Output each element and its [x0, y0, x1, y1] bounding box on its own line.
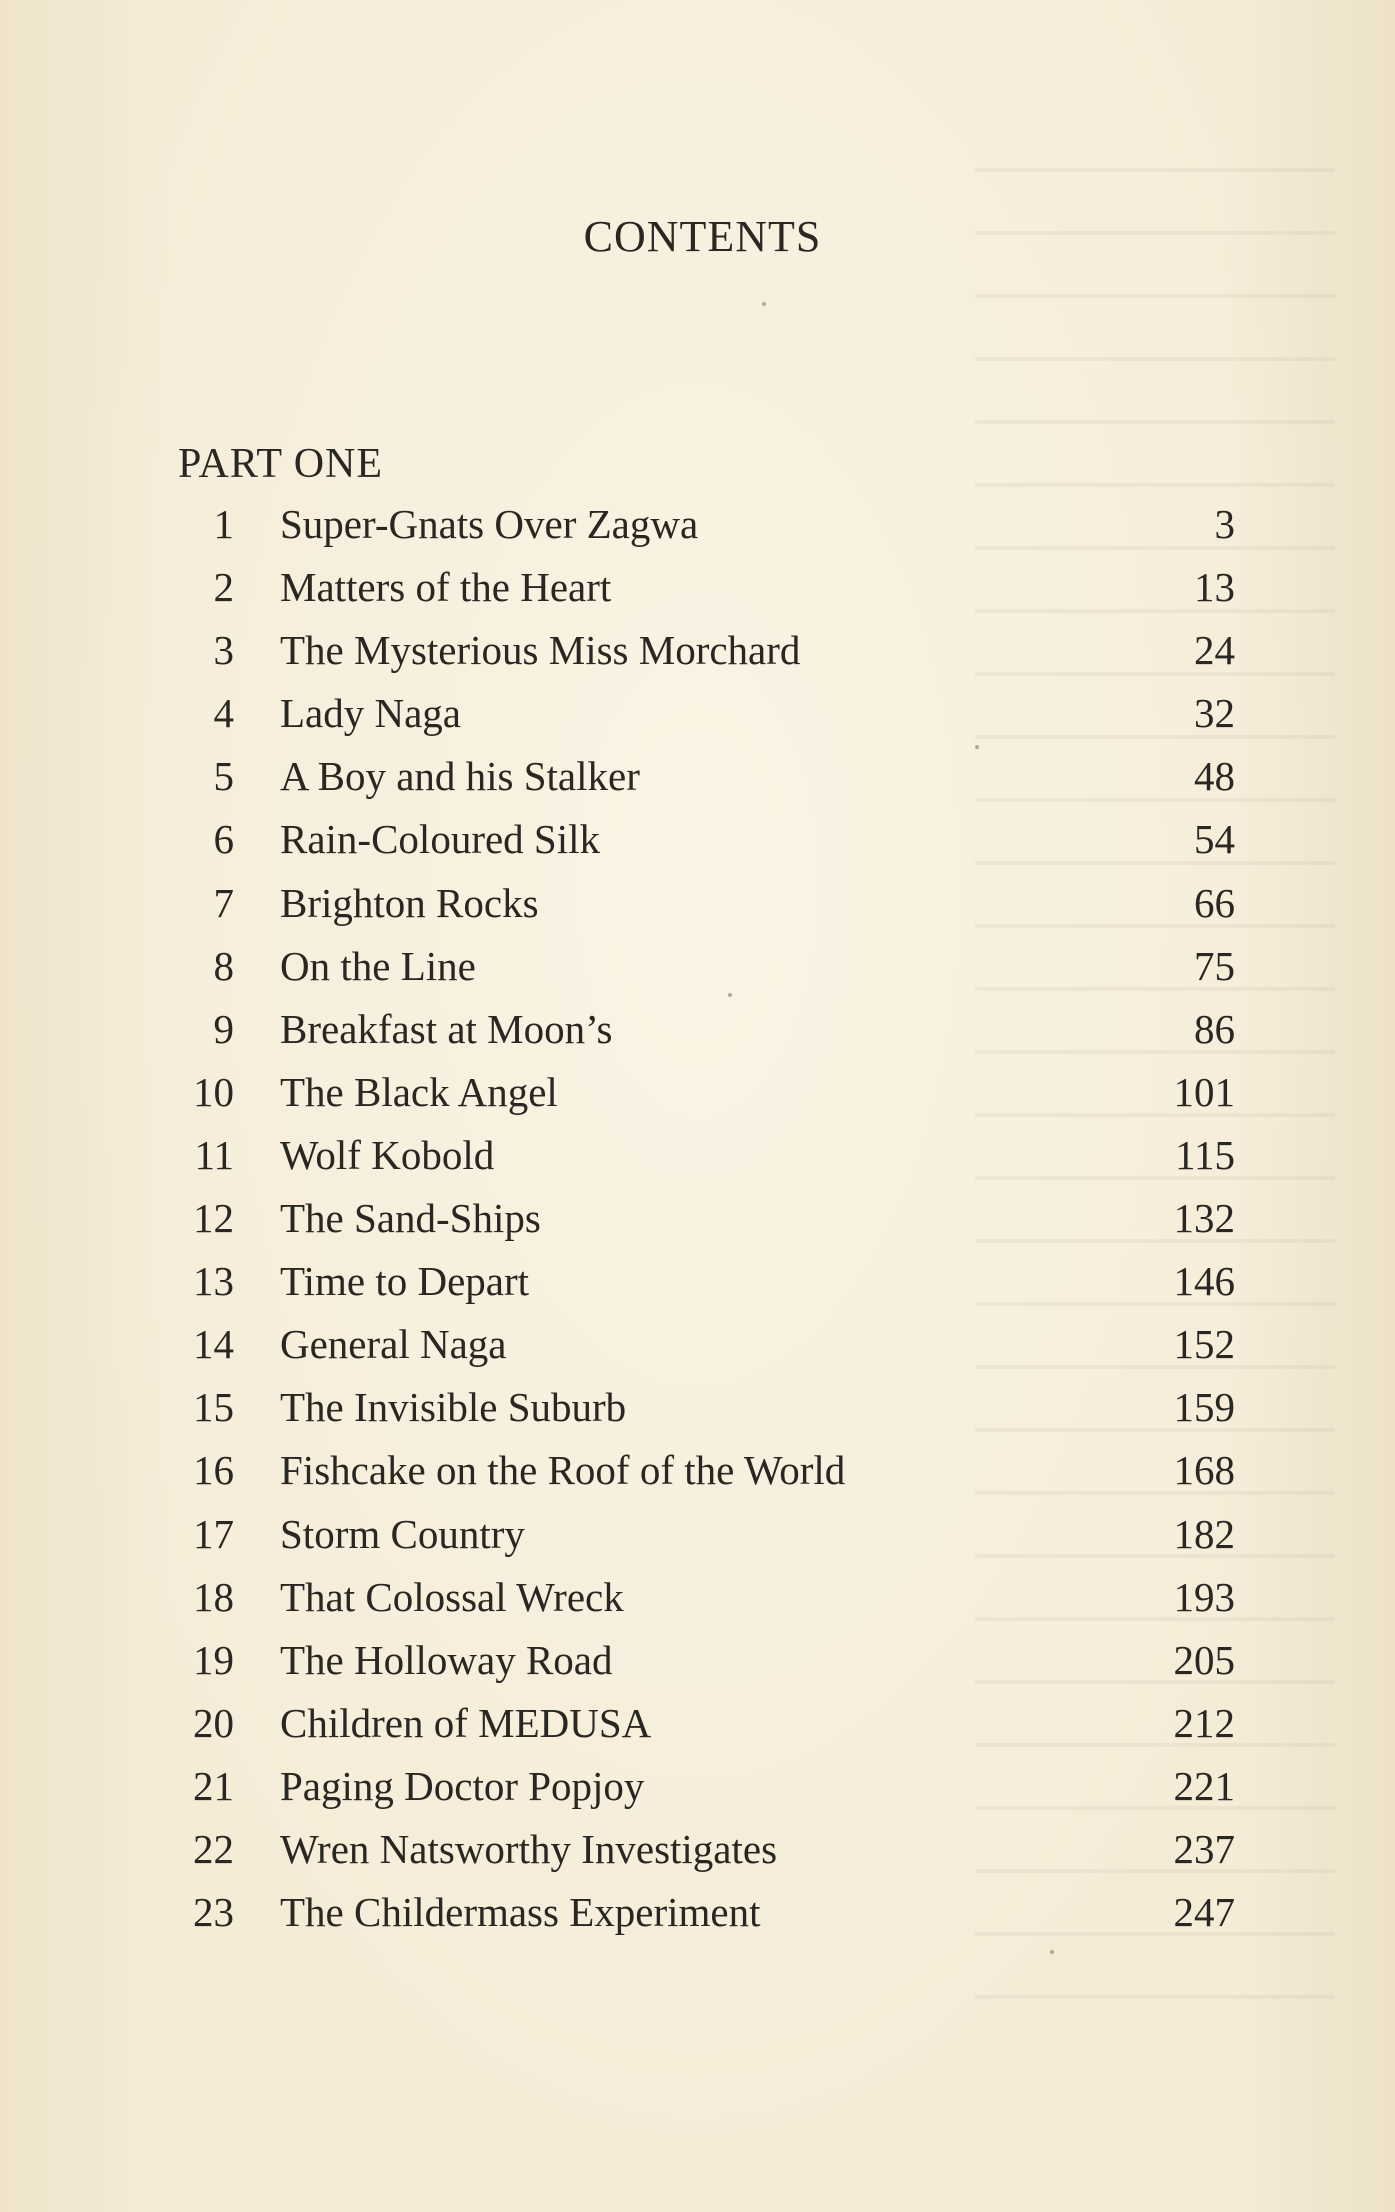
chapter-row	[170, 1825, 1235, 1888]
contents-title: CONTENTS	[583, 212, 822, 262]
chapter-title: Brighton Rocks	[280, 879, 539, 926]
chapter-title: The Holloway Road	[280, 1636, 613, 1683]
chapter-row	[170, 879, 1235, 942]
chapter-number: 10	[193, 1068, 234, 1115]
chapter-page-number: 75	[1194, 942, 1235, 989]
chapter-row	[170, 1762, 1235, 1825]
chapter-title: The Black Angel	[280, 1068, 558, 1115]
chapter-page-number: 205	[1173, 1636, 1235, 1683]
chapter-title: On the Line	[280, 942, 476, 989]
chapter-number: 3	[213, 627, 234, 674]
chapter-number: 9	[213, 1005, 234, 1052]
chapter-title: The Childermass Experiment	[280, 1889, 761, 1936]
chapter-page-number: 221	[1173, 1762, 1235, 1809]
chapter-title: The Invisible Suburb	[280, 1384, 627, 1431]
part-heading: PART ONE	[178, 441, 384, 487]
chapter-number: 20	[193, 1699, 234, 1746]
chapter-title: The Sand-Ships	[280, 1195, 541, 1242]
chapter-number: 2	[213, 564, 234, 611]
chapter-row	[170, 1068, 1235, 1131]
chapter-row	[170, 1510, 1235, 1573]
chapter-title: Fishcake on the Roof of the World	[280, 1447, 846, 1494]
paper-speck	[762, 302, 766, 306]
chapter-row	[170, 1573, 1235, 1636]
chapter-title: That Colossal Wreck	[280, 1573, 624, 1620]
chapter-title: Wren Natsworthy Investigates	[280, 1825, 778, 1872]
chapter-page-number: 182	[1173, 1510, 1235, 1557]
chapter-row	[170, 689, 1235, 752]
chapter-number: 8	[213, 942, 234, 989]
chapter-page-number: 193	[1173, 1573, 1235, 1620]
chapter-row	[170, 626, 1235, 689]
chapter-page-number: 13	[1194, 564, 1235, 611]
chapter-page-number: 132	[1173, 1195, 1235, 1242]
chapter-number: 21	[193, 1762, 234, 1809]
chapter-number: 5	[213, 753, 234, 800]
chapter-page-number: 24	[1194, 627, 1235, 674]
chapter-title: Lady Naga	[280, 690, 461, 737]
chapter-page-number: 159	[1173, 1384, 1235, 1431]
chapter-row	[170, 1131, 1235, 1194]
chapter-number: 4	[213, 690, 234, 737]
chapter-number: 7	[213, 879, 234, 926]
chapter-number: 15	[193, 1384, 234, 1431]
chapter-title: Paging Doctor Popjoy	[280, 1762, 645, 1809]
chapter-number: 19	[193, 1636, 234, 1683]
chapter-number: 6	[213, 816, 234, 863]
chapter-number: 11	[194, 1131, 234, 1178]
chapter-page-number: 3	[1214, 501, 1235, 547]
chapter-page-number: 66	[1194, 879, 1235, 926]
chapter-title: Time to Depart	[280, 1258, 530, 1305]
chapter-row	[170, 752, 1235, 815]
chapter-number: 17	[193, 1510, 234, 1557]
chapter-title: Matters of the Heart	[280, 564, 612, 611]
chapter-title: Rain-Coloured Silk	[280, 816, 601, 863]
chapter-number: 16	[193, 1447, 234, 1494]
chapter-title: The Mysterious Miss Morchard	[280, 627, 801, 674]
chapter-number: 18	[193, 1573, 234, 1620]
chapter-row	[170, 1699, 1235, 1762]
chapter-title: Super-Gnats Over Zagwa	[280, 501, 699, 547]
chapter-row	[170, 1888, 1235, 1951]
chapter-title: Children of MEDUSA	[280, 1699, 652, 1746]
chapter-row	[170, 1636, 1235, 1699]
chapter-number: 13	[193, 1258, 234, 1305]
chapter-page-number: 237	[1173, 1825, 1235, 1872]
chapter-number: 22	[193, 1825, 234, 1872]
chapter-page-number: 54	[1194, 816, 1235, 863]
chapter-title: A Boy and his Stalker	[280, 753, 640, 800]
chapter-row	[170, 1194, 1235, 1257]
chapter-page-number: 146	[1173, 1258, 1235, 1305]
chapter-number: 14	[193, 1321, 234, 1368]
chapter-page-number: 247	[1173, 1889, 1235, 1936]
chapter-row	[170, 1446, 1235, 1509]
chapter-number: 23	[193, 1889, 234, 1936]
chapter-page-number: 168	[1173, 1447, 1235, 1494]
chapter-number: 12	[193, 1195, 234, 1242]
chapter-row	[170, 1383, 1235, 1446]
chapter-row	[170, 815, 1235, 878]
chapter-page-number: 32	[1194, 690, 1235, 737]
chapter-row	[170, 942, 1235, 1005]
chapter-page-number: 86	[1194, 1005, 1235, 1052]
chapter-list	[170, 500, 1235, 1951]
chapter-page-number: 48	[1194, 753, 1235, 800]
chapter-row	[170, 563, 1235, 626]
chapter-row	[170, 1005, 1235, 1068]
chapter-row	[170, 500, 1235, 563]
chapter-row	[170, 1320, 1235, 1383]
chapter-title: General Naga	[280, 1321, 507, 1368]
chapter-title: Wolf Kobold	[280, 1131, 495, 1178]
chapter-number: 1	[213, 501, 234, 547]
chapter-page-number: 212	[1173, 1699, 1235, 1746]
chapter-page-number: 101	[1173, 1068, 1235, 1115]
chapter-page-number: 115	[1175, 1131, 1235, 1178]
chapter-title: Breakfast at Moon’s	[280, 1005, 613, 1052]
chapter-title: Storm Country	[280, 1510, 525, 1557]
chapter-page-number: 152	[1173, 1321, 1235, 1368]
chapter-row	[170, 1257, 1235, 1320]
